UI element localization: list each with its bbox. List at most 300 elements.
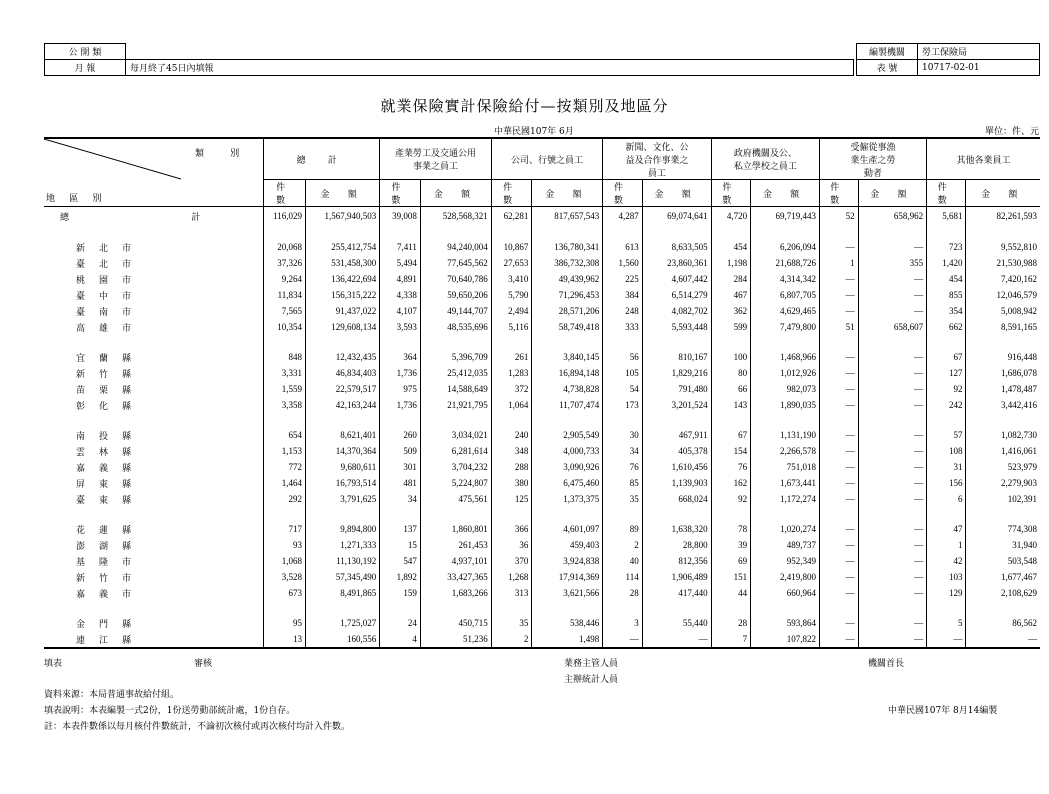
region-name: 彰化縣 [76, 400, 146, 411]
table-row [44, 255, 1040, 271]
count-cell: 2 [491, 631, 532, 648]
amount-cell: 12,046,579 [966, 287, 1040, 303]
amount-cell: 1,131,190 [751, 427, 820, 443]
count-cell: 5,116 [491, 319, 532, 335]
amount-cell: 417,440 [642, 585, 711, 601]
amount-cell: — [858, 553, 926, 569]
amount-cell: 459,403 [532, 537, 603, 553]
region-name: 高雄市 [76, 322, 146, 333]
region-name: 花蓮縣 [76, 524, 146, 535]
count-cell: 89 [603, 521, 642, 537]
amount-cell: 3,090,926 [532, 459, 603, 475]
table-row [44, 553, 1040, 569]
amount-cell: 355 [858, 255, 926, 271]
count-cell: 52 [820, 207, 859, 226]
count-cell: 292 [264, 491, 306, 507]
subheader-amount: 金 額 [966, 180, 1040, 207]
count-cell: 67 [711, 427, 750, 443]
amount-cell: 4,000,733 [532, 443, 603, 459]
count-cell: 454 [927, 271, 966, 287]
table-row [44, 349, 1040, 365]
region-name: 新北市 [76, 242, 146, 253]
amount-cell: 31,940 [966, 537, 1040, 553]
amount-cell: 1,020,274 [751, 521, 820, 537]
spacer-row [44, 601, 1040, 615]
count-cell: 40 [603, 553, 642, 569]
amount-cell: 48,535,696 [420, 319, 491, 335]
subheader-count: 件 數 [711, 180, 750, 207]
count-cell: 67 [927, 349, 966, 365]
count-cell: 348 [491, 443, 532, 459]
count-cell: — [820, 537, 859, 553]
count-cell: 137 [380, 521, 421, 537]
compiled-date: 中華民國107年 8月14編製 [888, 706, 998, 716]
amount-cell: — [858, 303, 926, 319]
table-row [44, 615, 1040, 631]
amount-cell: 3,924,838 [532, 553, 603, 569]
count-cell: 5,681 [927, 207, 966, 226]
count-cell: 95 [264, 615, 306, 631]
amount-cell: 9,894,800 [306, 521, 380, 537]
count-cell: 261 [491, 349, 532, 365]
amount-cell: 1,271,333 [306, 537, 380, 553]
amount-cell: 107,822 [751, 631, 820, 648]
count-cell: 36 [491, 537, 532, 553]
group-company: 公司、行號之員工 [491, 138, 603, 180]
count-cell: 27,653 [491, 255, 532, 271]
amount-cell: — [642, 631, 711, 648]
region-name: 金門縣 [76, 618, 146, 629]
count-cell: 599 [711, 319, 750, 335]
region-name: 澎湖縣 [76, 540, 146, 551]
amount-cell: 11,707,474 [532, 397, 603, 413]
amount-cell: 475,561 [420, 491, 491, 507]
amount-cell: 12,432,435 [306, 349, 380, 365]
subheader-count: 件 數 [264, 180, 306, 207]
amount-cell: 1,012,926 [751, 365, 820, 381]
table-row [44, 537, 1040, 553]
amount-cell: 916,448 [966, 349, 1040, 365]
table-row [44, 569, 1040, 585]
count-cell: 10,354 [264, 319, 306, 335]
amount-cell: 1,638,320 [642, 521, 711, 537]
count-cell: 3,593 [380, 319, 421, 335]
amount-cell: 1,677,467 [966, 569, 1040, 585]
count-cell: 116,029 [264, 207, 306, 226]
count-cell: 7,411 [380, 239, 421, 255]
count-cell: 2,494 [491, 303, 532, 319]
amount-cell: 1,082,730 [966, 427, 1040, 443]
amount-cell: 3,704,232 [420, 459, 491, 475]
count-cell: 39,008 [380, 207, 421, 226]
total-row [44, 207, 1040, 226]
count-cell: 288 [491, 459, 532, 475]
amount-cell: 49,439,962 [532, 271, 603, 287]
spacer-row [44, 507, 1040, 521]
count-cell: 364 [380, 349, 421, 365]
count-cell: 4 [380, 631, 421, 648]
amount-cell: 49,144,707 [420, 303, 491, 319]
count-cell: 151 [711, 569, 750, 585]
region-name: 雲林縣 [76, 446, 146, 457]
count-cell: 92 [927, 381, 966, 397]
count-cell: 372 [491, 381, 532, 397]
count-cell: 301 [380, 459, 421, 475]
count-cell: 7,565 [264, 303, 306, 319]
count-cell: — [820, 459, 859, 475]
amount-cell: 405,378 [642, 443, 711, 459]
count-cell: 1,068 [264, 553, 306, 569]
amount-cell: 817,657,543 [532, 207, 603, 226]
count-cell: 1,283 [491, 365, 532, 381]
amount-cell: 17,914,369 [532, 569, 603, 585]
agency-label: 編製機關 [857, 44, 918, 60]
amount-cell: — [858, 537, 926, 553]
corner-header [44, 138, 264, 207]
amount-cell: — [858, 381, 926, 397]
amount-cell: 5,224,807 [420, 475, 491, 491]
amount-cell: 531,458,300 [306, 255, 380, 271]
amount-cell: — [858, 491, 926, 507]
amount-cell: 77,645,562 [420, 255, 491, 271]
amount-cell: 14,588,649 [420, 381, 491, 397]
count-cell: 855 [927, 287, 966, 303]
count-cell: 10,867 [491, 239, 532, 255]
table-row [44, 303, 1040, 319]
count-cell: 380 [491, 475, 532, 491]
amount-cell: 11,130,192 [306, 553, 380, 569]
amount-cell: — [858, 569, 926, 585]
count-cell: 467 [711, 287, 750, 303]
amount-cell: 6,514,279 [642, 287, 711, 303]
amount-cell: 4,629,465 [751, 303, 820, 319]
count-cell: 240 [491, 427, 532, 443]
count-cell: — [820, 303, 859, 319]
count-cell: 613 [603, 239, 642, 255]
count-cell: 92 [711, 491, 750, 507]
count-cell: — [820, 491, 859, 507]
count-cell: 31 [927, 459, 966, 475]
amount-cell: 51,236 [420, 631, 491, 648]
amount-cell: — [858, 287, 926, 303]
group-government: 政府機關及公、私立學校之員工 [711, 138, 819, 180]
page-title: 就業保險實計保險給付—按類別及地區分 [380, 97, 669, 115]
amount-cell: 6,206,094 [751, 239, 820, 255]
amount-cell: 69,074,641 [642, 207, 711, 226]
amount-cell: 668,024 [642, 491, 711, 507]
count-cell: 5,494 [380, 255, 421, 271]
data-table [44, 137, 1040, 649]
table-row [44, 381, 1040, 397]
amount-cell: 751,018 [751, 459, 820, 475]
count-cell: 100 [711, 349, 750, 365]
count-cell: 481 [380, 475, 421, 491]
count-cell: — [820, 239, 859, 255]
amount-cell: 94,240,004 [420, 239, 491, 255]
amount-cell: 9,680,611 [306, 459, 380, 475]
amount-cell: 8,621,401 [306, 427, 380, 443]
count-cell: 2 [603, 537, 642, 553]
count-cell: 78 [711, 521, 750, 537]
count-cell: 1,464 [264, 475, 306, 491]
amount-cell: 42,163,244 [306, 397, 380, 413]
amount-cell: 812,356 [642, 553, 711, 569]
count-cell: 44 [711, 585, 750, 601]
group-industry: 產業勞工及交通公用事業之員工 [380, 138, 492, 180]
count-cell: 105 [603, 365, 642, 381]
amount-cell: 982,073 [751, 381, 820, 397]
amount-cell: 774,308 [966, 521, 1040, 537]
region-name: 南投縣 [76, 430, 146, 441]
business-head-label: 業務主管人員 [564, 659, 619, 669]
amount-cell: — [858, 397, 926, 413]
count-cell: 3,358 [264, 397, 306, 413]
amount-cell: 4,082,702 [642, 303, 711, 319]
amount-cell: 8,633,505 [642, 239, 711, 255]
table-row [44, 443, 1040, 459]
region-name: 臺北市 [76, 258, 146, 269]
amount-cell: 3,621,566 [532, 585, 603, 601]
group-total: 總 計 [264, 138, 380, 180]
group-other: 其他各業員工 [927, 138, 1040, 180]
count-cell: 1,153 [264, 443, 306, 459]
spacer-row [44, 225, 1040, 239]
amount-cell: 255,412,754 [306, 239, 380, 255]
subheader-count: 件 數 [380, 180, 421, 207]
amount-cell: — [858, 427, 926, 443]
count-cell: 37,326 [264, 255, 306, 271]
amount-cell: 450,715 [420, 615, 491, 631]
amount-cell: 3,791,625 [306, 491, 380, 507]
count-cell: 28 [603, 585, 642, 601]
count-cell: 30 [603, 427, 642, 443]
amount-cell: — [858, 615, 926, 631]
amount-cell: 69,719,443 [751, 207, 820, 226]
amount-cell: 7,420,162 [966, 271, 1040, 287]
amount-cell: 136,422,694 [306, 271, 380, 287]
amount-cell: 658,962 [858, 207, 926, 226]
corner-category: 類 別 [195, 148, 252, 158]
count-cell: 54 [603, 381, 642, 397]
amount-cell: 538,446 [532, 615, 603, 631]
count-cell: 114 [603, 569, 642, 585]
amount-cell: 156,315,222 [306, 287, 380, 303]
amount-cell: 3,034,021 [420, 427, 491, 443]
amount-cell: 5,396,709 [420, 349, 491, 365]
amount-cell: 28,571,206 [532, 303, 603, 319]
count-cell: 154 [711, 443, 750, 459]
amount-cell: — [858, 349, 926, 365]
spacer-row [44, 335, 1040, 349]
amount-cell: — [858, 443, 926, 459]
count-cell: 848 [264, 349, 306, 365]
amount-cell: 467,911 [642, 427, 711, 443]
count-cell: 156 [927, 475, 966, 491]
stats-head-label: 主辦統計人員 [564, 675, 619, 685]
table-row [44, 475, 1040, 491]
amount-cell: — [858, 475, 926, 491]
count-cell: 108 [927, 443, 966, 459]
count-cell: 1,559 [264, 381, 306, 397]
subheader-count: 件 數 [927, 180, 966, 207]
count-cell: 69 [711, 553, 750, 569]
count-cell: 248 [603, 303, 642, 319]
count-cell: 85 [603, 475, 642, 491]
amount-cell: 1,567,940,503 [306, 207, 380, 226]
amount-cell: 7,479,800 [751, 319, 820, 335]
amount-cell: 129,608,134 [306, 319, 380, 335]
table-row [44, 319, 1040, 335]
count-cell: 28 [711, 615, 750, 631]
region-name: 苗栗縣 [76, 384, 146, 395]
count-cell: — [820, 585, 859, 601]
count-cell: 654 [264, 427, 306, 443]
amount-cell: 58,749,418 [532, 319, 603, 335]
table-row [44, 397, 1040, 413]
count-cell: 66 [711, 381, 750, 397]
header-right-box [856, 43, 1040, 76]
amount-cell: — [858, 459, 926, 475]
region-name: 宜蘭縣 [76, 352, 146, 363]
count-cell: — [820, 271, 859, 287]
amount-cell: 1,725,027 [306, 615, 380, 631]
amount-cell: 21,530,988 [966, 255, 1040, 271]
amount-cell: 5,593,448 [642, 319, 711, 335]
amount-cell: — [858, 239, 926, 255]
amount-cell: — [858, 585, 926, 601]
agency: 勞工保險局 [918, 44, 1040, 60]
amount-cell: 791,480 [642, 381, 711, 397]
amount-cell: — [858, 521, 926, 537]
amount-cell: 1,686,078 [966, 365, 1040, 381]
amount-cell: 3,840,145 [532, 349, 603, 365]
count-cell: 143 [711, 397, 750, 413]
count-cell: — [927, 631, 966, 648]
count-cell: 313 [491, 585, 532, 601]
table-row [44, 427, 1040, 443]
subheader-amount: 金 額 [858, 180, 926, 207]
amount-cell: 1,610,456 [642, 459, 711, 475]
amount-cell: 658,607 [858, 319, 926, 335]
count-cell: 4,720 [711, 207, 750, 226]
count-cell: 125 [491, 491, 532, 507]
count-cell: 4,891 [380, 271, 421, 287]
count-cell: 56 [603, 349, 642, 365]
count-cell: 3,410 [491, 271, 532, 287]
count-cell: 1,560 [603, 255, 642, 271]
amount-cell: 386,732,308 [532, 255, 603, 271]
count-cell: 47 [927, 521, 966, 537]
count-cell: 1,892 [380, 569, 421, 585]
group-fishery: 受僱從事漁業生產之勞動者 [820, 138, 927, 180]
count-cell: 4,287 [603, 207, 642, 226]
count-cell: 723 [927, 239, 966, 255]
region-name: 嘉義市 [76, 588, 146, 599]
count-cell: 1 [820, 255, 859, 271]
amount-cell: 4,314,342 [751, 271, 820, 287]
count-cell: 57 [927, 427, 966, 443]
region-name: 桃園市 [76, 274, 146, 285]
amount-cell: 160,556 [306, 631, 380, 648]
amount-cell: 16,793,514 [306, 475, 380, 491]
subheader-count: 件 數 [491, 180, 532, 207]
region-name: 連江縣 [44, 631, 264, 648]
count-cell: 509 [380, 443, 421, 459]
amount-cell: 82,261,593 [966, 207, 1040, 226]
amount-cell: 1,673,441 [751, 475, 820, 491]
table-row [44, 271, 1040, 287]
form-no: 10717-02-01 [918, 60, 1040, 76]
amount-cell: 4,601,097 [532, 521, 603, 537]
amount-cell: 952,349 [751, 553, 820, 569]
note-1: 填表說明：本表編製一式2份，1份送勞動部統計處，1份自存。 [44, 706, 296, 716]
count-cell: 4,107 [380, 303, 421, 319]
amount-cell: 1,860,801 [420, 521, 491, 537]
form-label: 表 號 [857, 60, 918, 76]
count-cell: 5 [927, 615, 966, 631]
count-cell: 454 [711, 239, 750, 255]
count-cell: 1,064 [491, 397, 532, 413]
table-row [44, 239, 1040, 255]
count-cell: — [603, 631, 642, 648]
count-cell: — [820, 569, 859, 585]
count-cell: 34 [380, 491, 421, 507]
subheader-amount: 金 額 [420, 180, 491, 207]
count-cell: — [820, 365, 859, 381]
count-cell: 9,264 [264, 271, 306, 287]
amount-cell: 21,688,726 [751, 255, 820, 271]
table-row [44, 585, 1040, 601]
unit-label: 單位：件、元 [984, 127, 1039, 137]
amount-cell: — [858, 365, 926, 381]
amount-cell: 2,419,800 [751, 569, 820, 585]
count-cell: 366 [491, 521, 532, 537]
amount-cell: 57,345,490 [306, 569, 380, 585]
amount-cell: 2,279,903 [966, 475, 1040, 491]
count-cell: 370 [491, 553, 532, 569]
filler-label: 填表 [44, 659, 63, 669]
count-cell: 51 [820, 319, 859, 335]
count-cell: 103 [927, 569, 966, 585]
amount-cell: 1,890,035 [751, 397, 820, 413]
amount-cell: 46,834,403 [306, 365, 380, 381]
region-name: 新竹縣 [76, 368, 146, 379]
count-cell: 1,736 [380, 397, 421, 413]
group-news: 新聞、文化、公益及合作事業之員工 [603, 138, 711, 180]
count-cell: 6 [927, 491, 966, 507]
subheader-amount: 金 額 [751, 180, 820, 207]
count-cell: 159 [380, 585, 421, 601]
table-row [44, 287, 1040, 303]
count-cell: 242 [927, 397, 966, 413]
count-cell: — [820, 349, 859, 365]
region-name: 新竹市 [76, 572, 146, 583]
count-cell: 333 [603, 319, 642, 335]
amount-cell: 1,373,375 [532, 491, 603, 507]
amount-cell: 5,008,942 [966, 303, 1040, 319]
amount-cell: 1,829,216 [642, 365, 711, 381]
count-cell: 772 [264, 459, 306, 475]
amount-cell: 21,921,795 [420, 397, 491, 413]
region-name: 臺南市 [76, 306, 146, 317]
count-cell: 13 [264, 631, 306, 648]
count-cell: 76 [711, 459, 750, 475]
amount-cell: 593,864 [751, 615, 820, 631]
amount-cell: 8,491,865 [306, 585, 380, 601]
count-cell: — [820, 381, 859, 397]
count-cell: 673 [264, 585, 306, 601]
amount-cell: 8,591,165 [966, 319, 1040, 335]
